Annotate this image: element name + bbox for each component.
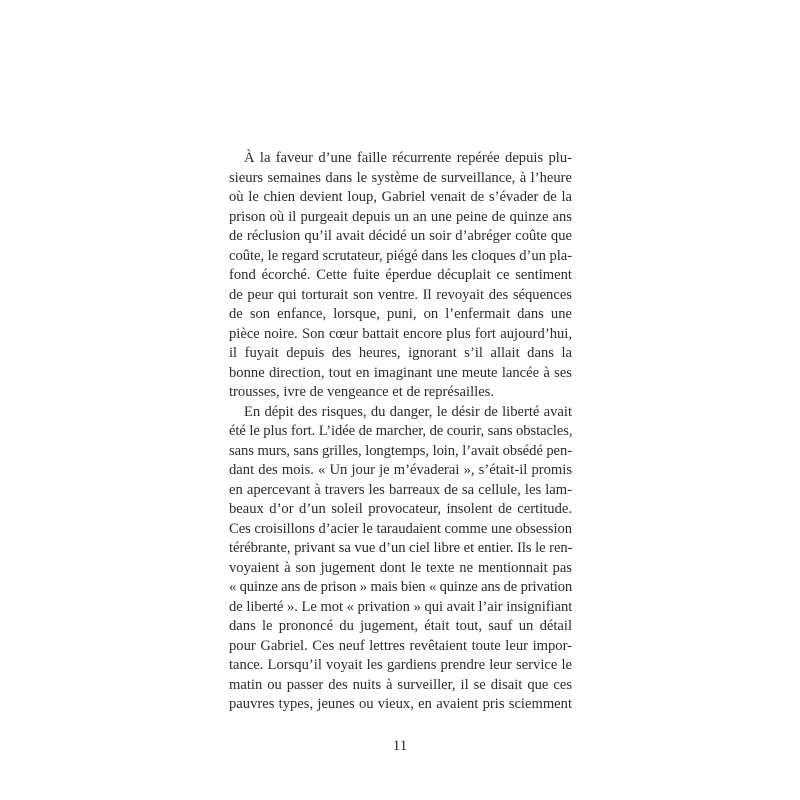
text-line: « quinze ans de prison » mais bien « quinze ans de privation bbox=[229, 579, 572, 595]
text-line: de son enfance, lorsque, puni, on l’enfermait dans une bbox=[229, 306, 572, 322]
text-line: dans le prononcé du jugement, était tout, sauf un détail bbox=[229, 618, 572, 634]
text-line: Ces croisillons d’acier le taraudaient comme une obsession bbox=[229, 520, 572, 537]
text-line: de peur qui torturait son ventre. Il revoyait des séquences bbox=[229, 286, 572, 303]
text-line: voyaient à son jugement dont le texte ne mentionnait pas bbox=[229, 559, 572, 576]
text-line: où le chien devient loup, Gabriel venait de s’évader de la bbox=[229, 189, 572, 205]
text-line: bonne direction, tout en imaginant une meute lancée à ses bbox=[229, 364, 572, 381]
text-line: il fuyait depuis des heures, ignorant s’il allait dans la bbox=[229, 345, 572, 361]
text-line: matin ou passer des nuits à surveiller, il se disait que ces bbox=[229, 676, 572, 693]
text-line: À la faveur d’une faille récurrente repérée depuis plu- bbox=[244, 150, 572, 166]
paragraph bbox=[229, 149, 572, 403]
text-line: sans murs, sans grilles, longtemps, loin, l’avait obsédé pen- bbox=[229, 442, 572, 459]
text-line: tance. Lorsqu’il voyait les gardiens prendre leur service le bbox=[229, 657, 572, 673]
text-line: dant des mois. « Un jour je m’évaderai », s’était-il promis bbox=[229, 462, 572, 478]
text-line: pièce noire. Son cœur battait encore plus fort aujourd’hui, bbox=[229, 325, 572, 342]
page-number: 11 bbox=[392, 738, 408, 754]
text-line: térébrante, privant sa vue d’un ciel libre et entier. Ils le ren- bbox=[229, 540, 573, 556]
text-line: été le plus fort. L’idée de marcher, de courir, sans obstacles, bbox=[229, 423, 573, 439]
paragraph bbox=[229, 403, 572, 715]
text-line: pour Gabriel. Ces neuf lettres revêtaient toute leur impor- bbox=[229, 637, 572, 654]
text-line: prison où il purgeait depuis un an une peine de quinze ans bbox=[229, 208, 572, 225]
text-line: pauvres types, jeunes ou vieux, en avaient pris sciemment bbox=[229, 696, 572, 712]
text-line: coûte, le regard scrutateur, piégé dans les cloques d’un pla- bbox=[229, 247, 573, 264]
text-line: de liberté ». Le mot « privation » qui avait l’air insignifiant bbox=[229, 598, 573, 615]
text-line: de réclusion qu’il avait décidé un soir d’abréger coûte que bbox=[229, 228, 572, 244]
body-text bbox=[229, 149, 572, 715]
text-line: fond écorché. Cette fuite éperdue décuplait ce sentiment bbox=[229, 267, 572, 283]
text-line: beaux d’or d’un soleil provocateur, insolent de certitude. bbox=[229, 501, 572, 517]
text-line: sieurs semaines dans le système de surveillance, à l’heure bbox=[229, 169, 572, 186]
text-line: en apercevant à travers les barreaux de sa cellule, les lam- bbox=[229, 481, 572, 498]
text-line: En dépit des risques, du danger, le désir de liberté avait bbox=[244, 403, 572, 420]
text-line: trousses, ivre de vengeance et de représailles. bbox=[229, 384, 495, 400]
